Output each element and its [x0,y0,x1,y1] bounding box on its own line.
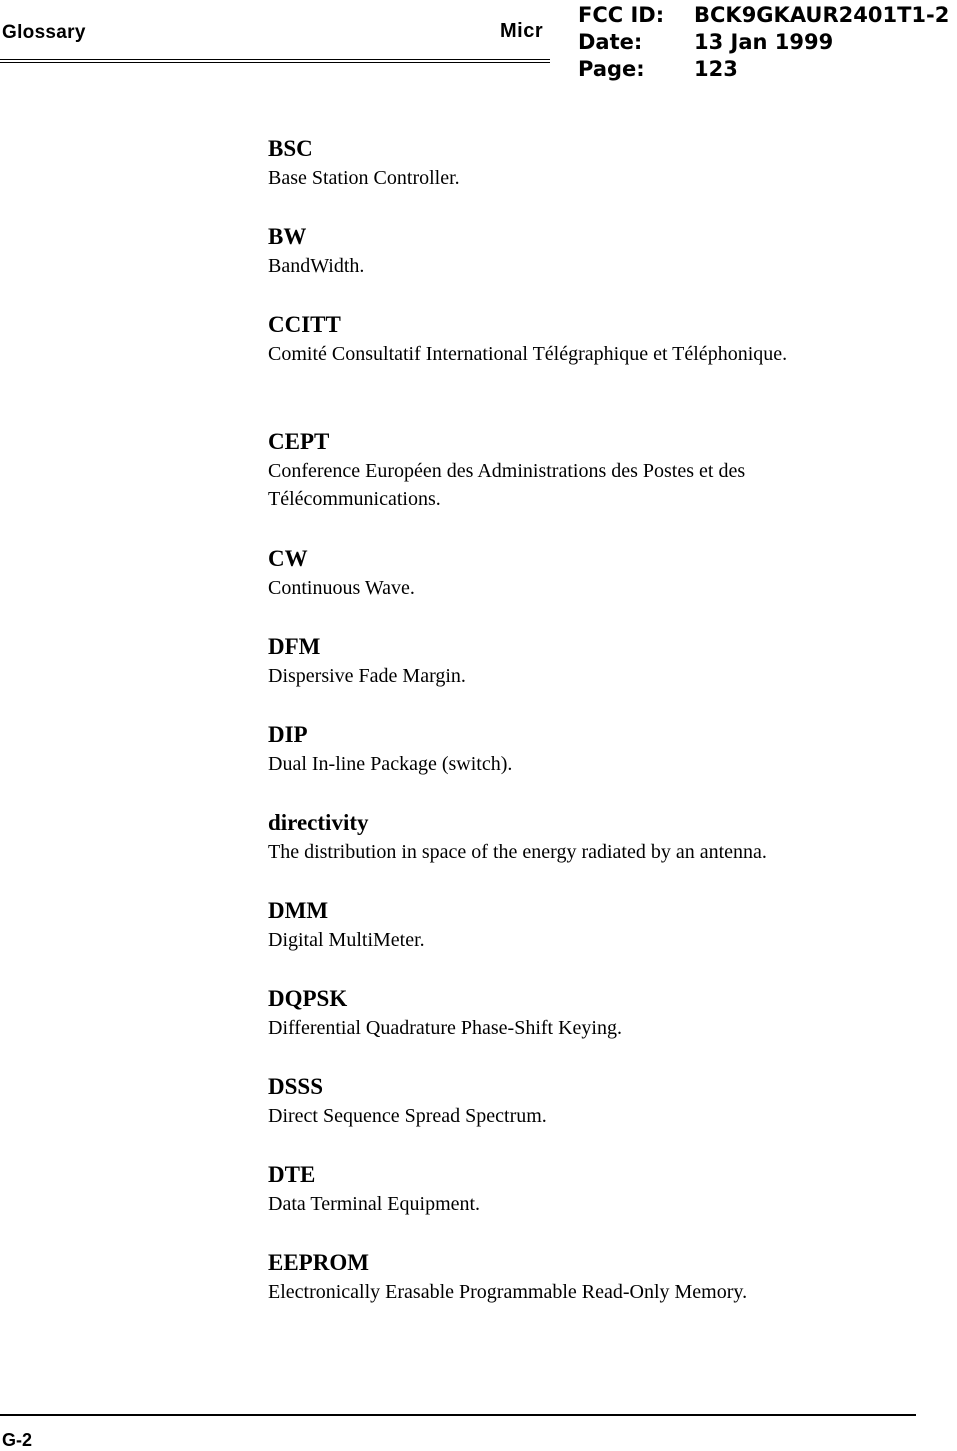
glossary-term: directivity [268,810,369,835]
fcc-id-label: FCC ID: [578,3,665,27]
glossary-term: EEPROM [268,1250,369,1275]
header-divider [0,59,550,63]
glossary-definition: Conference Européen des Administrations des Postes et des Télécommunications. [268,460,746,510]
glossary-term: DFM [268,634,321,659]
glossary-entry [268,222,908,310]
page-label: Page: [578,57,645,81]
glossary-term: DQPSK [268,986,348,1011]
glossary-definition: BandWidth. [268,255,365,277]
glossary-definition: Dual In-line Package (switch). [268,753,513,775]
glossary-definition: Continuous Wave. [268,577,415,599]
date-label: Date: [578,30,643,54]
glossary-entry [268,720,908,808]
glossary-definition: Dispersive Fade Margin. [268,665,466,687]
glossary-definition: Base Station Controller. [268,167,460,189]
glossary-entry [268,1160,908,1248]
glossary-entry [268,544,908,632]
glossary-term: DIP [268,722,308,747]
fcc-id-value: BCK9GKAUR2401T1-2 [694,3,950,27]
glossary-term: DSSS [268,1074,323,1099]
glossary-definition: Digital MultiMeter. [268,929,425,951]
glossary-term: DMM [268,898,329,923]
glossary-entry [268,310,908,427]
glossary-term: DTE [268,1162,316,1187]
glossary-entry [268,1072,908,1160]
glossary-entry [268,808,908,896]
glossary-definition: The distribution in space of the energy radiated by an antenna. [268,841,767,863]
page-row [578,56,949,83]
page-value: 123 [694,57,738,81]
footer-divider [0,1414,916,1416]
glossary-entry [268,134,908,222]
glossary-entry [268,632,908,720]
glossary-entry [268,1248,908,1336]
glossary-term: CW [268,546,308,571]
section-title: Glossary [2,22,86,43]
glossary-term: CCITT [268,312,341,337]
glossary-entry [268,984,908,1072]
fcc-id-row [578,2,949,29]
glossary-definition: Data Terminal Equipment. [268,1193,481,1215]
date-row [578,29,949,56]
glossary-entry [268,427,908,544]
glossary-term: CEPT [268,429,330,454]
manual-title: Micr [500,20,544,42]
glossary-definition: Electronically Erasable Programmable Read-Only Memory. [268,1281,748,1303]
glossary-list [268,134,908,1336]
glossary-entry [268,896,908,984]
page-number: G-2 [2,1430,33,1450]
glossary-term: BW [268,224,307,249]
glossary-term: BSC [268,136,313,161]
glossary-definition: Comité Consultatif International Télégraphique et Téléphonique. [268,343,788,365]
glossary-definition: Differential Quadrature Phase-Shift Keying. [268,1017,622,1039]
fcc-stamp [578,2,949,83]
glossary-definition: Direct Sequence Spread Spectrum. [268,1105,547,1127]
date-value: 13 Jan 1999 [694,30,834,54]
